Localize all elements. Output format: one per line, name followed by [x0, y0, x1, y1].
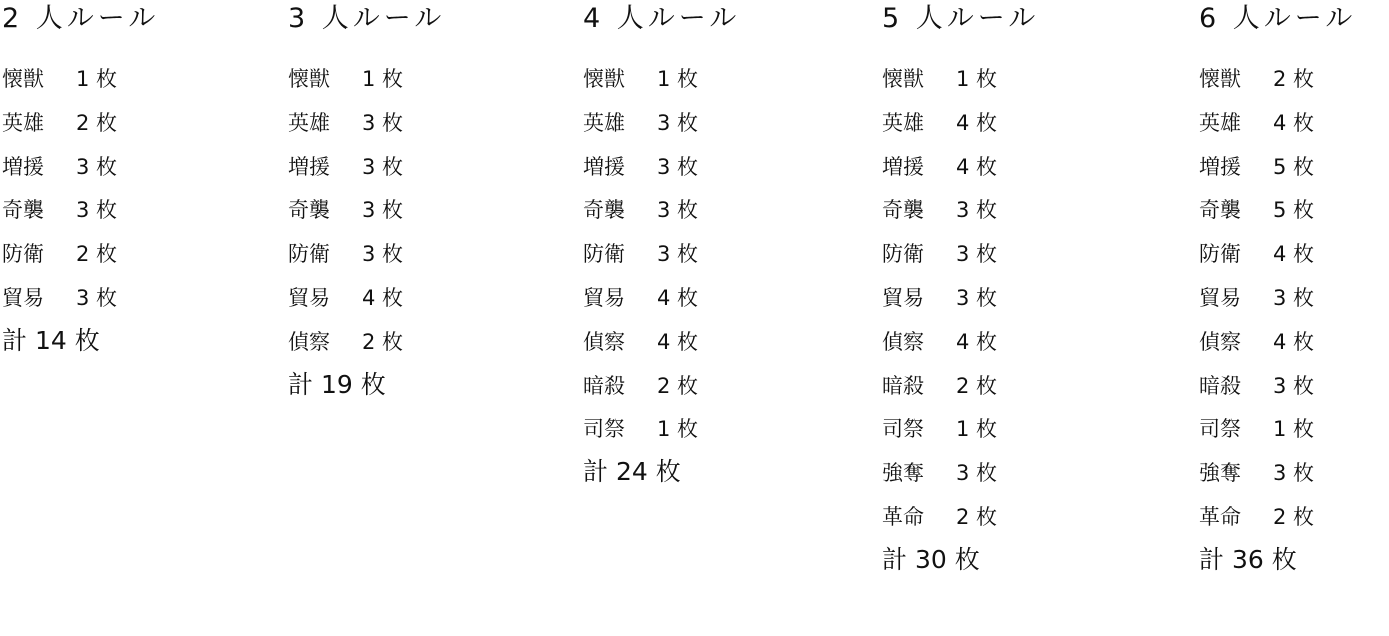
card-row	[1199, 109, 1314, 137]
card-count: 4 枚	[362, 286, 404, 310]
card-row	[583, 240, 698, 268]
card-count: 2 枚	[956, 373, 998, 398]
card-row	[288, 328, 403, 356]
card-row	[583, 196, 698, 224]
rule-title: 4 人ルール	[583, 3, 741, 34]
card-count: 3 枚	[657, 242, 699, 267]
card-name: 防衛	[288, 242, 330, 267]
card-name: 革命	[882, 505, 924, 529]
card-name: 防衛	[1199, 242, 1241, 267]
card-count: 3 枚	[362, 154, 404, 179]
card-name: 司祭	[1199, 417, 1241, 442]
card-row	[1199, 415, 1314, 443]
card-name: 偵察	[288, 329, 330, 354]
card-name: 偵察	[882, 329, 924, 354]
card-name: 英雄	[882, 110, 924, 135]
card-row	[882, 328, 997, 356]
card-count: 4 枚	[657, 286, 699, 310]
card-count: 1 枚	[1273, 417, 1315, 442]
card-name: 暗殺	[1199, 373, 1241, 398]
card-count: 1 枚	[956, 67, 998, 91]
card-name: 懐獣	[1199, 67, 1241, 91]
card-name: 司祭	[583, 417, 625, 442]
card-count: 3 枚	[76, 154, 118, 179]
card-count: 3 枚	[76, 198, 118, 223]
card-row	[288, 153, 403, 181]
card-count: 3 枚	[362, 198, 404, 223]
card-row	[1199, 503, 1314, 531]
card-row	[2, 196, 117, 224]
card-name: 英雄	[1199, 110, 1241, 135]
card-name: 増援	[288, 154, 330, 179]
card-row	[882, 109, 997, 137]
card-name: 貿易	[288, 286, 330, 310]
card-row	[583, 153, 698, 181]
card-name: 奇襲	[583, 198, 625, 223]
card-count: 1 枚	[657, 67, 699, 91]
card-row	[1199, 284, 1314, 312]
card-name: 懐獣	[882, 67, 924, 91]
card-row	[882, 284, 997, 312]
card-row	[1199, 459, 1314, 487]
card-count: 4 枚	[956, 154, 998, 179]
card-row	[882, 459, 997, 487]
card-count: 1 枚	[76, 67, 118, 91]
card-count: 2 枚	[76, 242, 118, 267]
total-count: 計 36 枚	[1199, 544, 1297, 574]
card-name: 懐獣	[583, 67, 625, 91]
card-count: 2 枚	[362, 329, 404, 354]
card-name: 奇襲	[288, 198, 330, 223]
card-row	[288, 284, 403, 312]
total-count: 計 14 枚	[2, 325, 100, 355]
card-row	[1199, 372, 1314, 400]
card-row	[2, 65, 117, 93]
card-count: 4 枚	[1273, 329, 1315, 354]
card-name: 英雄	[288, 110, 330, 135]
card-row	[2, 240, 117, 268]
card-count: 3 枚	[362, 242, 404, 267]
card-count: 3 枚	[657, 154, 699, 179]
card-count: 2 枚	[657, 373, 699, 398]
card-count: 3 枚	[76, 286, 118, 310]
card-count: 3 枚	[657, 198, 699, 223]
card-count: 4 枚	[657, 329, 699, 354]
card-name: 貿易	[1199, 286, 1241, 310]
card-row	[882, 240, 997, 268]
card-name: 司祭	[882, 417, 924, 442]
card-row	[2, 109, 117, 137]
card-count: 4 枚	[1273, 110, 1315, 135]
card-count: 4 枚	[956, 110, 998, 135]
rule-title: 2 人ルール	[2, 3, 160, 34]
card-count: 3 枚	[1273, 373, 1315, 398]
card-count: 5 枚	[1273, 154, 1315, 179]
card-count: 4 枚	[1273, 242, 1315, 267]
card-name: 英雄	[583, 110, 625, 135]
card-name: 奇襲	[2, 198, 44, 223]
card-row	[583, 372, 698, 400]
card-count: 3 枚	[956, 198, 998, 223]
card-count: 3 枚	[956, 286, 998, 310]
card-count: 4 枚	[956, 329, 998, 354]
card-row	[288, 240, 403, 268]
total-count: 計 24 枚	[583, 457, 681, 487]
card-name: 増援	[1199, 154, 1241, 179]
card-name: 偵察	[1199, 329, 1241, 354]
total-count: 計 19 枚	[288, 369, 386, 399]
card-count: 2 枚	[1273, 505, 1315, 529]
card-row	[288, 65, 403, 93]
card-count: 3 枚	[956, 461, 998, 486]
card-name: 暗殺	[882, 373, 924, 398]
card-count: 2 枚	[76, 110, 118, 135]
card-row	[288, 196, 403, 224]
rule-title: 6 人ルール	[1199, 3, 1357, 34]
card-name: 革命	[1199, 505, 1241, 529]
card-row	[583, 415, 698, 443]
card-row	[882, 196, 997, 224]
card-row	[882, 153, 997, 181]
card-name: 懐獣	[2, 67, 44, 91]
card-count: 3 枚	[362, 110, 404, 135]
card-name: 貿易	[882, 286, 924, 310]
card-count: 1 枚	[362, 67, 404, 91]
card-row	[1199, 328, 1314, 356]
card-name: 暗殺	[583, 373, 625, 398]
card-row	[882, 503, 997, 531]
card-row	[583, 284, 698, 312]
card-row	[288, 109, 403, 137]
card-name: 増援	[882, 154, 924, 179]
card-name: 英雄	[2, 110, 44, 135]
card-name: 強奪	[882, 461, 924, 486]
card-row	[882, 65, 997, 93]
card-name: 奇襲	[882, 198, 924, 223]
card-name: 増援	[583, 154, 625, 179]
card-count: 3 枚	[1273, 461, 1315, 486]
card-count: 3 枚	[657, 110, 699, 135]
card-row	[882, 415, 997, 443]
card-name: 奇襲	[1199, 198, 1241, 223]
card-count: 2 枚	[956, 505, 998, 529]
rule-title: 3 人ルール	[288, 3, 446, 34]
card-name: 防衛	[2, 242, 44, 267]
card-name: 強奪	[1199, 461, 1241, 486]
total-count: 計 30 枚	[882, 544, 980, 574]
card-name: 懐獣	[288, 67, 330, 91]
card-count: 3 枚	[956, 242, 998, 267]
card-name: 増援	[2, 154, 44, 179]
card-row	[1199, 196, 1314, 224]
card-row	[583, 328, 698, 356]
card-count: 3 枚	[1273, 286, 1315, 310]
card-row	[1199, 153, 1314, 181]
card-row	[1199, 65, 1314, 93]
card-row	[2, 153, 117, 181]
card-count: 2 枚	[1273, 67, 1315, 91]
card-name: 防衛	[882, 242, 924, 267]
card-count: 1 枚	[956, 417, 998, 442]
card-row	[1199, 240, 1314, 268]
card-row	[583, 109, 698, 137]
card-name: 偵察	[583, 329, 625, 354]
card-name: 貿易	[583, 286, 625, 310]
card-name: 防衛	[583, 242, 625, 267]
card-name: 貿易	[2, 286, 44, 310]
card-row	[882, 372, 997, 400]
card-row	[2, 284, 117, 312]
card-row	[583, 65, 698, 93]
card-count: 1 枚	[657, 417, 699, 442]
card-count: 5 枚	[1273, 198, 1315, 223]
rule-title: 5 人ルール	[882, 3, 1040, 34]
